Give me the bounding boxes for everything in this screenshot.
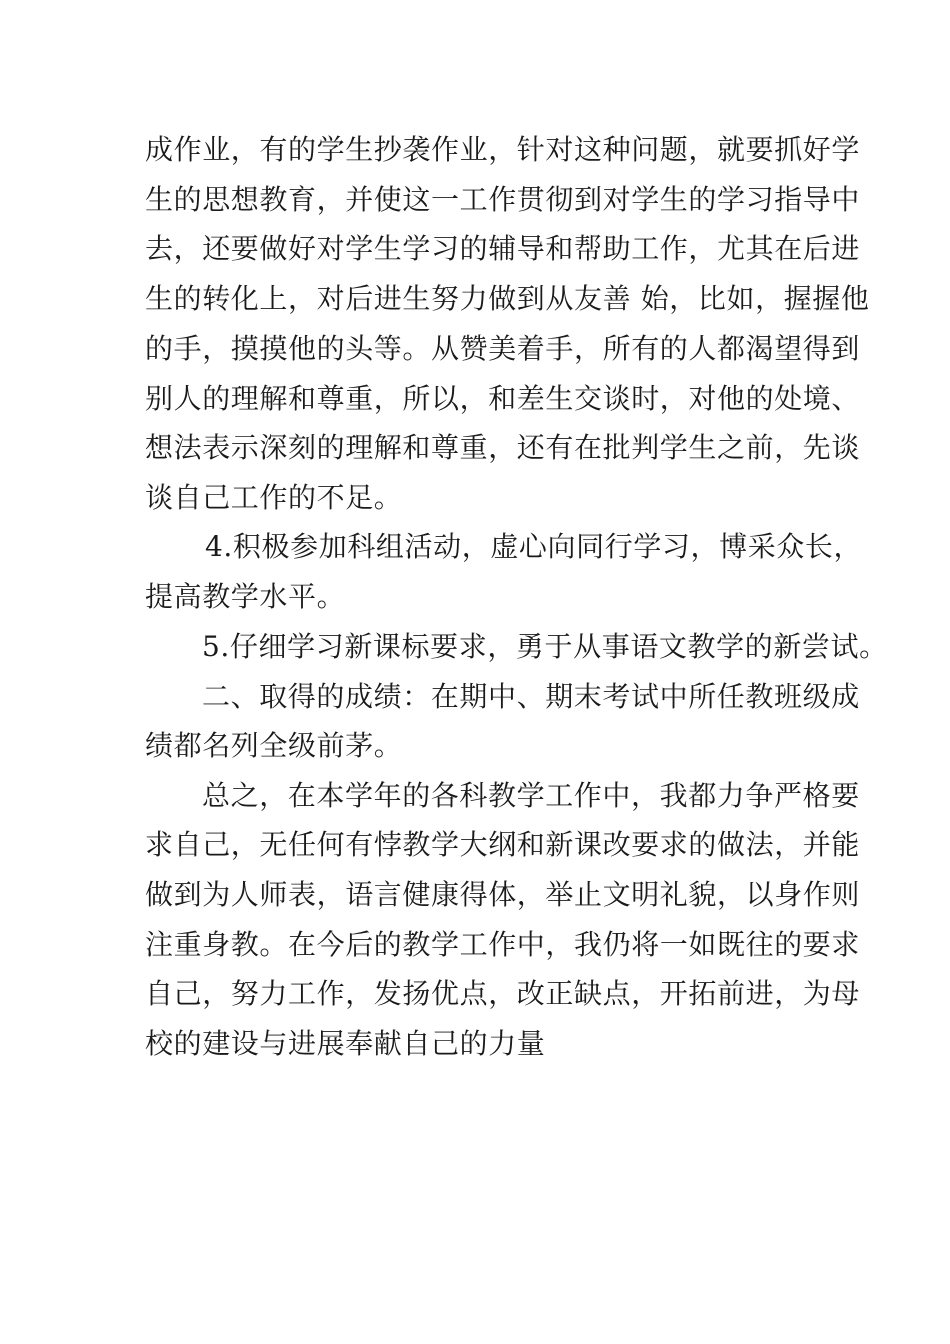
paragraph-line: 注重身教。在今后的教学工作中，我仍将一如既往的要求 [145, 928, 861, 961]
paragraph-line: 谈自己工作的不足。 [145, 481, 403, 514]
paragraph-line: 二、取得的成绩：在期中、期末考试中所任教班级成 [202, 680, 860, 713]
paragraph-line: 校的建设与进展奉献自己的力量 [145, 1027, 546, 1060]
paragraph-line: 做到为人师表，语言健康得体，举止文明礼貌，以身作则 [145, 878, 861, 911]
paragraph-line: 4.积极参加科组活动，虚心向同行学习，博采众长， [205, 530, 863, 563]
paragraph-line: 自己，努力工作，发扬优点，改正缺点，开拓前进，为母 [145, 977, 861, 1010]
paragraph-line: 生的转化上，对后进生努力做到从友善 始，比如，握握他 [145, 282, 870, 315]
paragraph-line: 的手，摸摸他的头等。从赞美着手，所有的人都渴望得到 [145, 332, 861, 365]
paragraph-line: 别人的理解和尊重，所以，和差生交谈时，对他的处境、 [145, 382, 861, 415]
paragraph-line: 5.仔细学习新课标要求，勇于从事语文教学的新尝试。 [202, 630, 888, 663]
paragraph-line: 去，还要做好对学生学习的辅导和帮助工作，尤其在后进 [145, 232, 861, 265]
paragraph-line: 成作业，有的学生抄袭作业，针对这种问题，就要抓好学 [145, 133, 861, 166]
paragraph-line: 想法表示深刻的理解和尊重，还有在批判学生之前，先谈 [145, 431, 861, 464]
paragraph-line: 生的思想教育，并使这一工作贯彻到对学生的学习指导中 [145, 183, 861, 216]
paragraph-line: 求自己，无任何有悖教学大纲和新课改要求的做法，并能 [145, 828, 861, 861]
paragraph-line: 绩都名列全级前茅。 [145, 729, 403, 762]
paragraph-line: 提高教学水平。 [145, 580, 346, 613]
paragraph-line: 总之，在本学年的各科教学工作中，我都力争严格要 [202, 779, 860, 812]
